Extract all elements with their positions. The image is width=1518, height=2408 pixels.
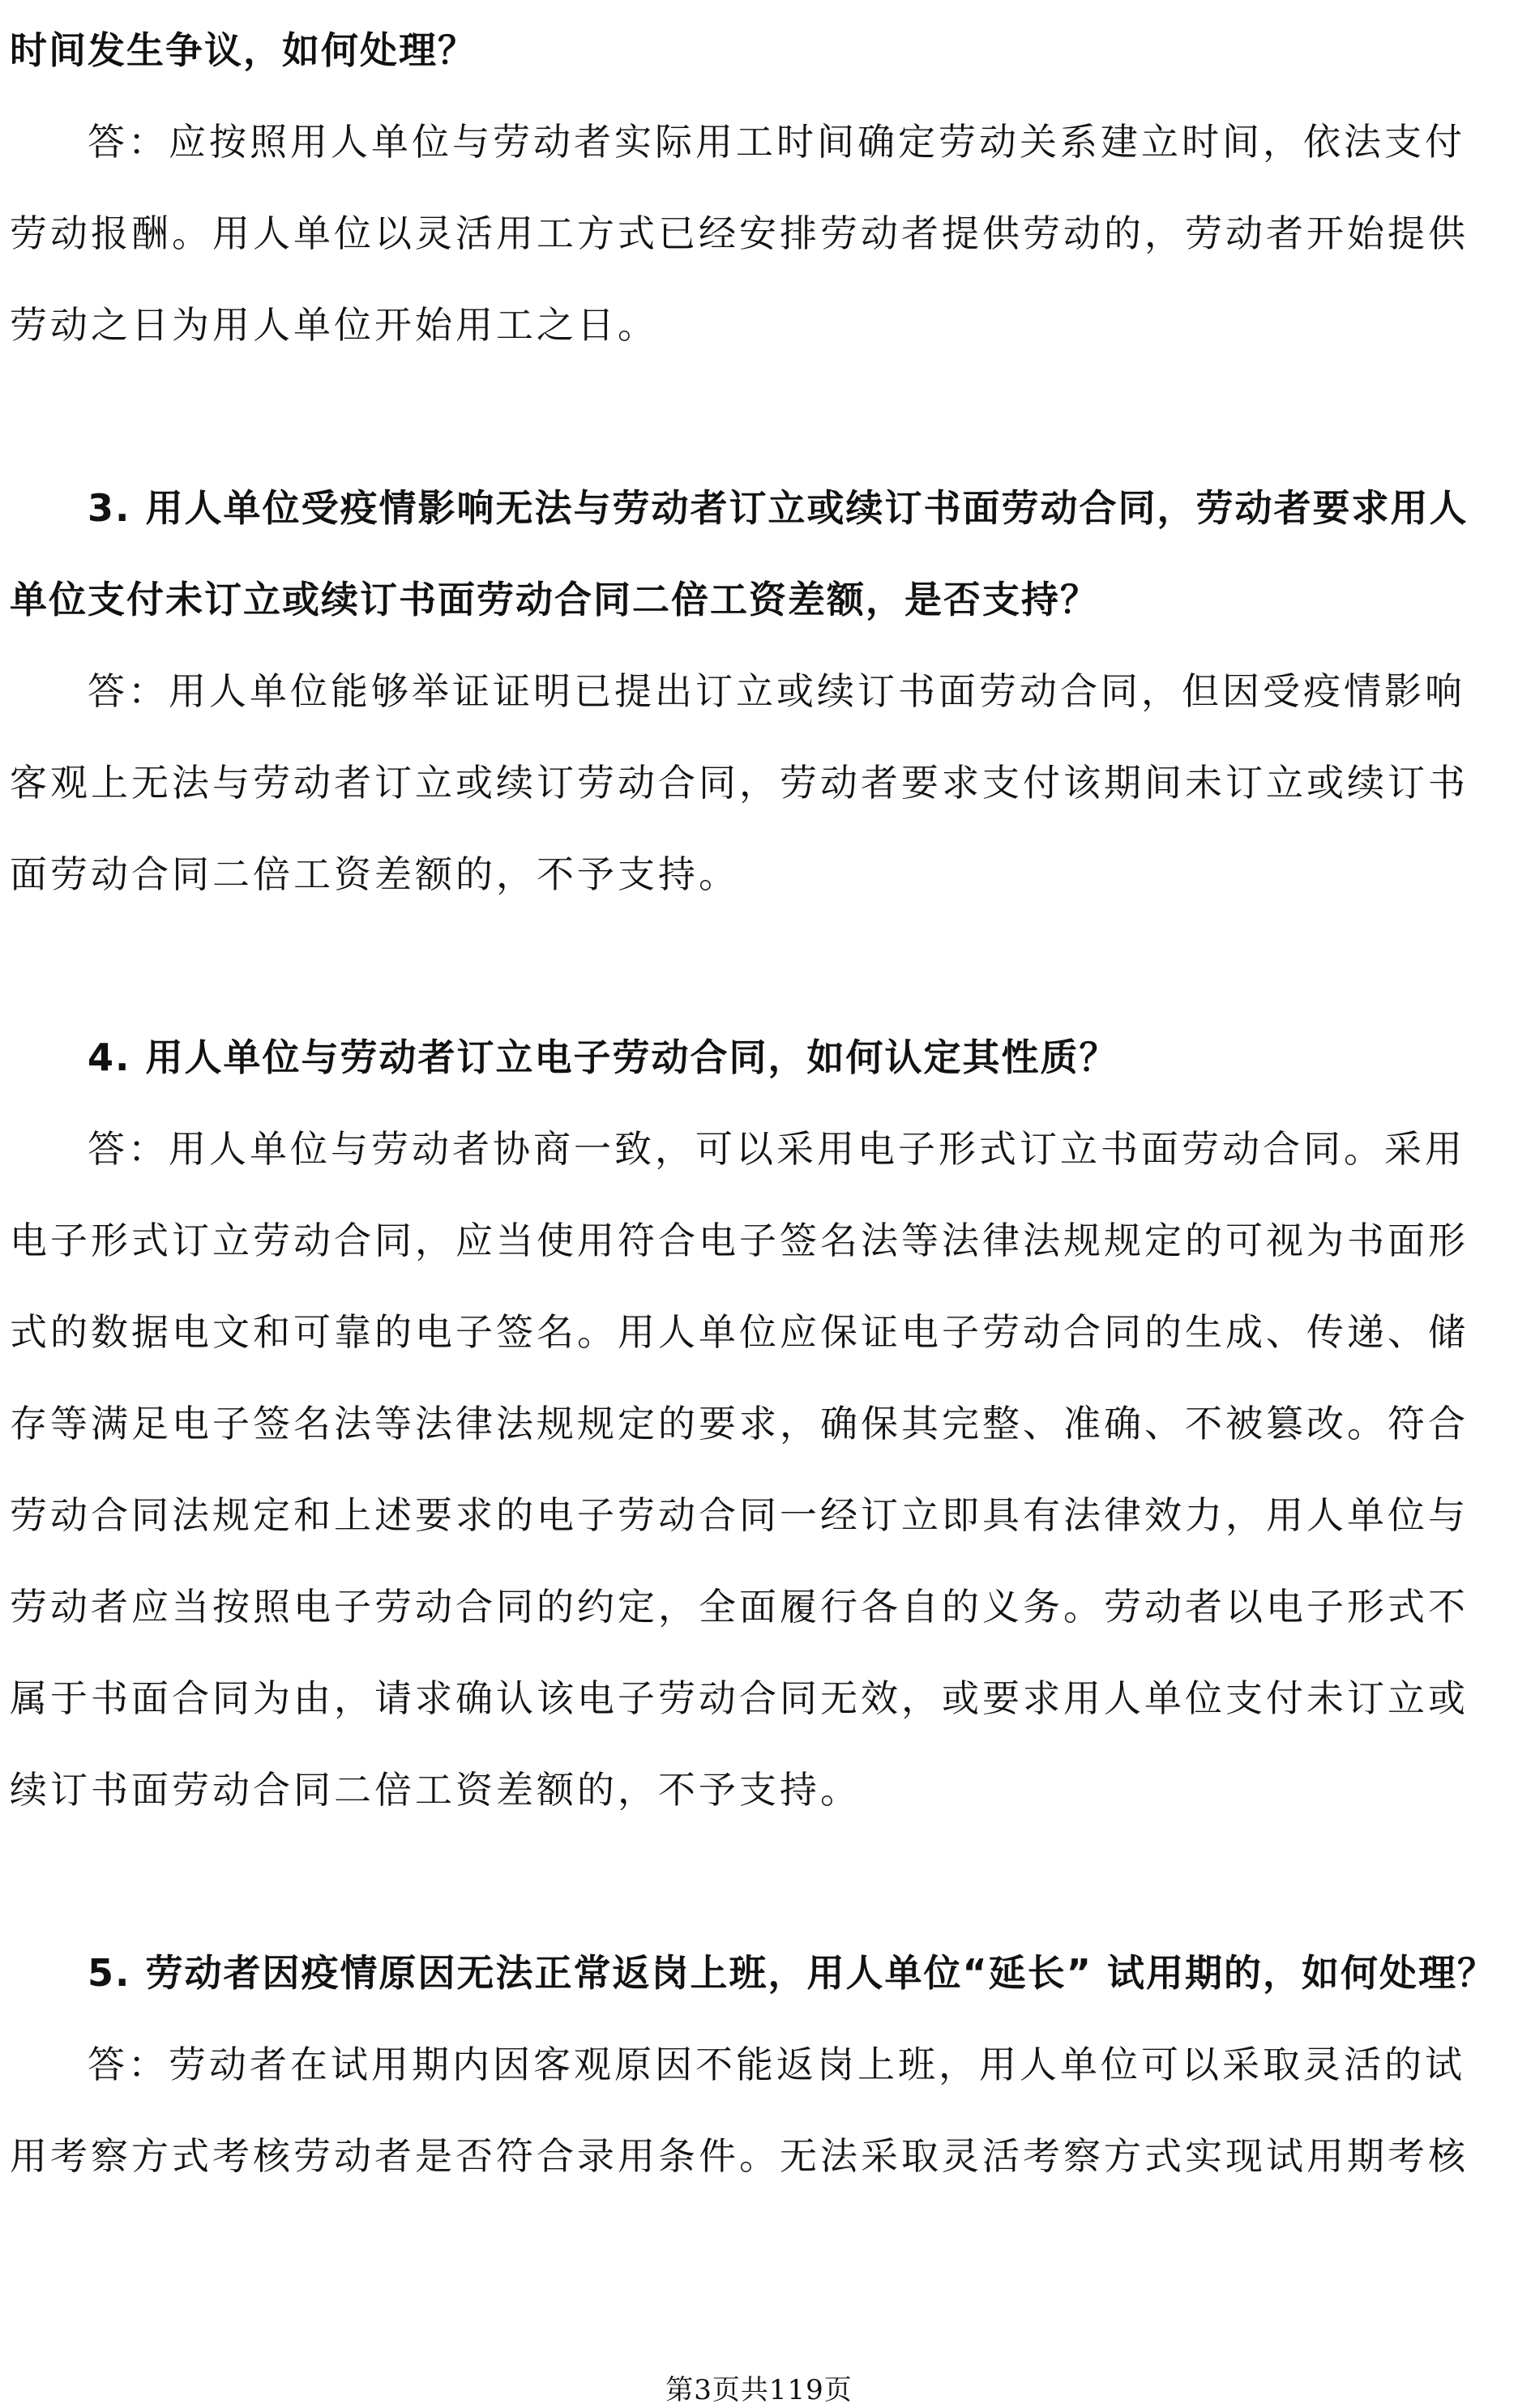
question-continuation: 时间发生争议，如何处理？ <box>10 28 477 72</box>
paragraph-gap <box>10 920 1497 1012</box>
answer-paragraph: 答：应按照用人单位与劳动者实际用工时间确定劳动关系建立时间，依法支付劳动报酬。用人单位以灵活用工方式已经安排劳动者提供劳动的，劳动者开始提供劳动之日为用人单位开始用工之日。 <box>10 120 1469 347</box>
question-heading-4: 4. 用人单位与劳动者订立电子劳动合同，如何认定其性质？ <box>88 1035 1118 1079</box>
page-number-footer: 第3页共119页 <box>665 2374 853 2406</box>
paragraph-gap <box>10 371 1497 463</box>
answer-paragraph: 答：用人单位与劳动者协商一致，可以采用电子形式订立书面劳动合同。采用电子形式订立劳动合同，应当使用符合电子签名法等法律法规规定的可视为书面形式的数据电文和可靠的电子签名。用人单位应保证电子劳动合同的生成、传递、储存等满足电子签名法等法律法规规定的要求，确保其完整、准确、不被篡改。符合劳动合同法规定和上述要求的电子劳动合同一经订立即具有法律效力，用人单位与劳动者应当按照电子劳动合同的约定，全面履行各自的义务。劳动者以电子形式不属于书面合同为由，请求确认该电子劳动合同无效，或要求用人单位支付未订立或续订书面劳动合同二倍工资差额的，不予支持。 <box>10 1127 1469 1812</box>
document-body <box>10 5 1497 2202</box>
paragraph-gap <box>10 1836 1497 1928</box>
question-heading-3: 3. 用人单位受疫情影响无法与劳动者订立或续订书面劳动合同，劳动者要求用人单位支付未订立或续订书面劳动合同二倍工资差额，是否支持？ <box>10 486 1469 621</box>
question-heading-5: 5. 劳动者因疫情原因无法正常返岗上班，用人单位“延长” 试用期的，如何处理？ <box>88 1951 1496 1995</box>
answer-paragraph: 答：用人单位能够举证证明已提出订立或续订书面劳动合同，但因受疫情影响客观上无法与劳动者订立或续订劳动合同，劳动者要求支付该期间未订立或续订书面劳动合同二倍工资差额的，不予支持。 <box>10 669 1469 896</box>
answer-paragraph: 答：劳动者在试用期内因客观原因不能返岗上班，用人单位可以采取灵活的试用考察方式考核劳动者是否符合录用条件。无法采取灵活考察方式实现试用期考核 <box>10 2043 1469 2178</box>
